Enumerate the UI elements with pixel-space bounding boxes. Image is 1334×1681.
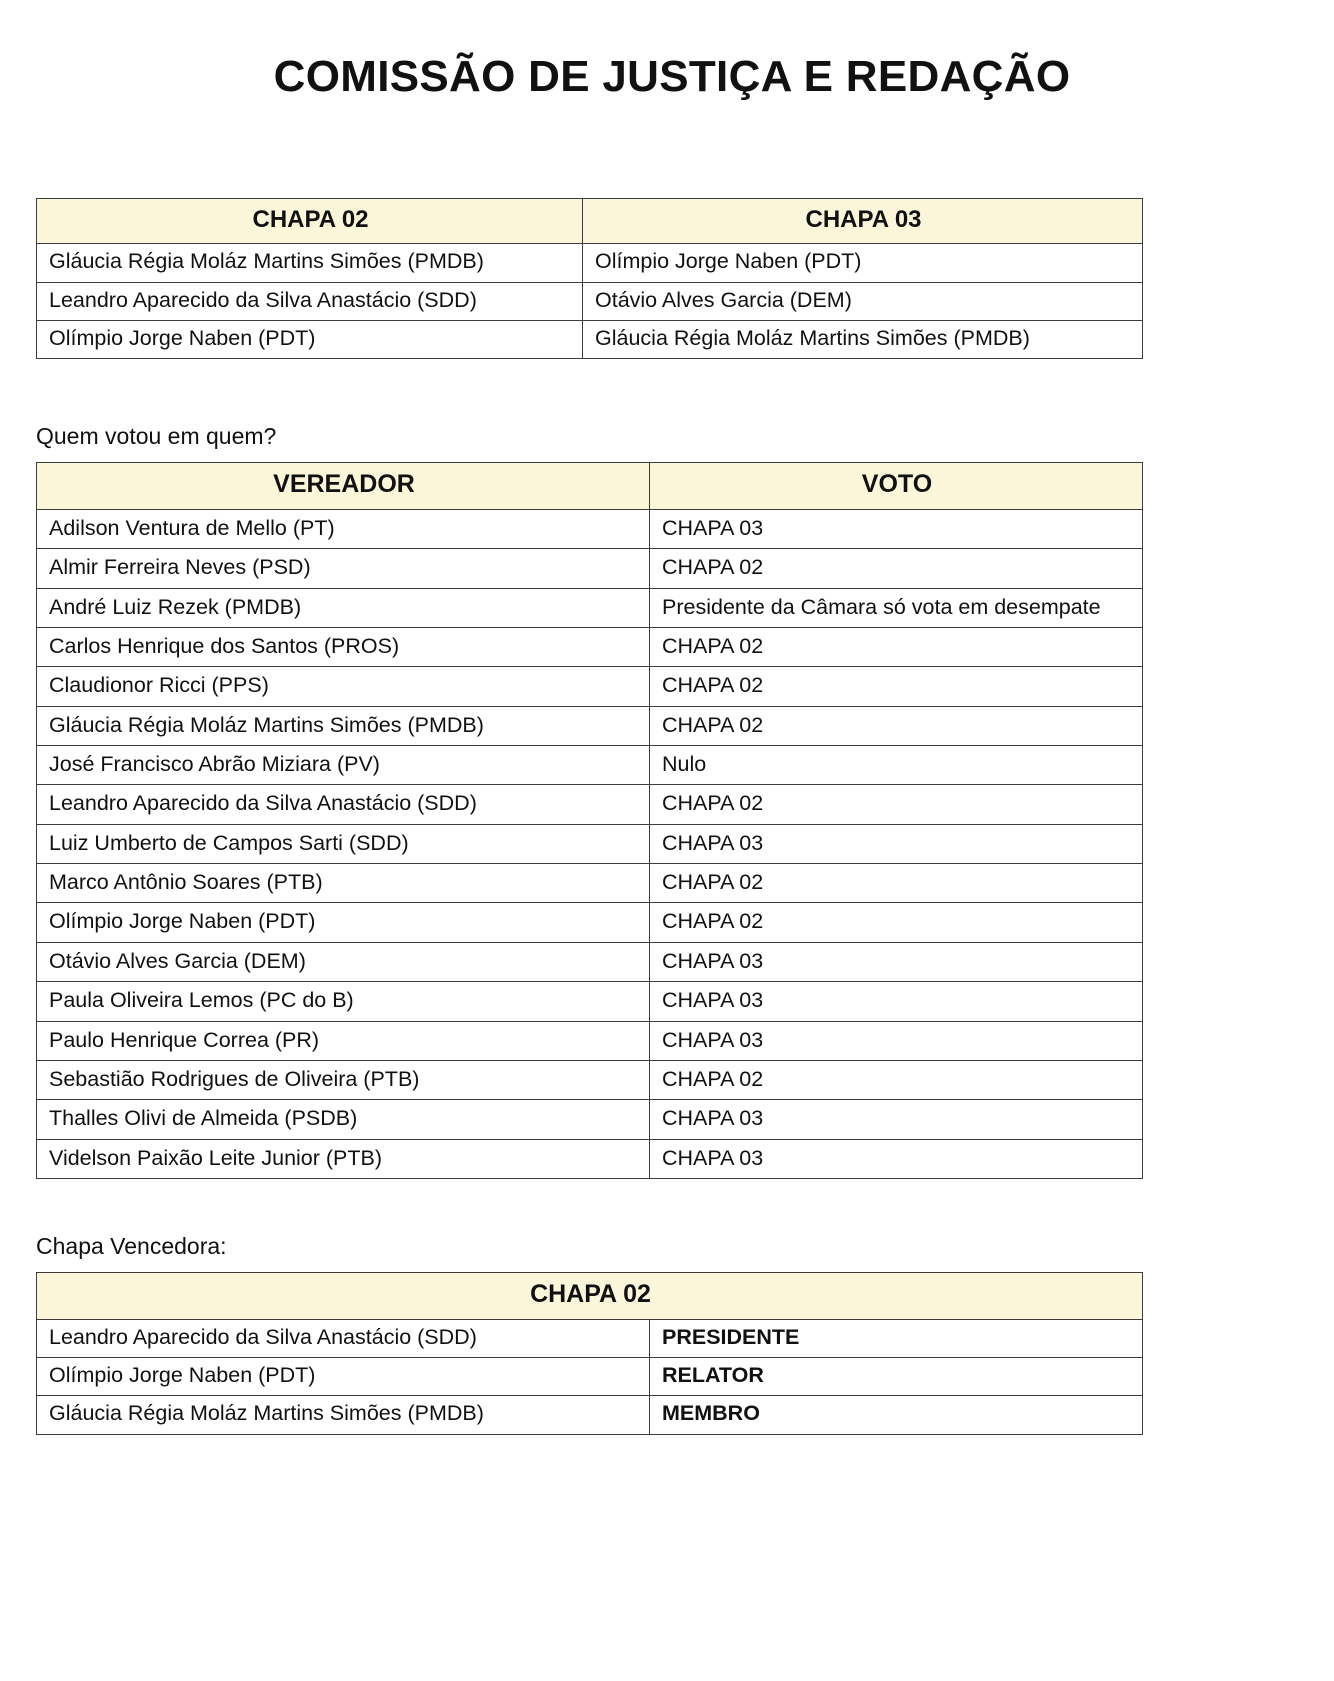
vereador-header: VEREADOR xyxy=(37,463,650,510)
page-title: COMISSÃO DE JUSTIÇA E REDAÇÃO xyxy=(273,52,1071,101)
vereador-name: Olímpio Jorge Naben (PDT) xyxy=(37,903,650,942)
table-row xyxy=(37,509,1143,548)
winner-member-name: Leandro Aparecido da Silva Anastácio (SDD) xyxy=(37,1319,650,1357)
vereador-vote: CHAPA 03 xyxy=(650,509,1143,548)
vereador-vote: CHAPA 03 xyxy=(650,824,1143,863)
vereador-name: Carlos Henrique dos Santos (PROS) xyxy=(37,627,650,666)
chapas-table xyxy=(36,198,1143,359)
chapa-03-member: Otávio Alves Garcia (DEM) xyxy=(583,282,1143,320)
vereador-name: Claudionor Ricci (PPS) xyxy=(37,667,650,706)
vereador-name: Paula Oliveira Lemos (PC do B) xyxy=(37,982,650,1021)
winner-chapa-header: CHAPA 02 xyxy=(37,1273,1143,1320)
winner-member-role: RELATOR xyxy=(650,1357,1143,1395)
chapa-02-member: Gláucia Régia Moláz Martins Simões (PMDB) xyxy=(37,244,583,282)
table-row xyxy=(37,244,1143,282)
winner-label: Chapa Vencedora: xyxy=(36,1233,227,1259)
table-row xyxy=(37,903,1143,942)
vereador-vote: CHAPA 03 xyxy=(650,1139,1143,1178)
winner-member-role: PRESIDENTE xyxy=(650,1319,1143,1357)
vereador-name: Gláucia Régia Moláz Martins Simões (PMDB) xyxy=(37,706,650,745)
vereador-vote: CHAPA 03 xyxy=(650,1100,1143,1139)
table-row xyxy=(37,1319,1143,1357)
vereador-name: Otávio Alves Garcia (DEM) xyxy=(37,942,650,981)
table-row xyxy=(37,785,1143,824)
table-row xyxy=(37,746,1143,785)
table-row xyxy=(37,1139,1143,1178)
question-label: Quem votou em quem? xyxy=(36,423,277,450)
chapa-02-header: CHAPA 02 xyxy=(37,199,583,244)
vereador-name: André Luiz Rezek (PMDB) xyxy=(37,588,650,627)
table-row xyxy=(37,1021,1143,1060)
table-row xyxy=(37,1357,1143,1395)
winner-member-role: MEMBRO xyxy=(650,1396,1143,1434)
chapa-03-member: Olímpio Jorge Naben (PDT) xyxy=(583,244,1143,282)
vereador-vote: CHAPA 02 xyxy=(650,549,1143,588)
vereador-name: Thalles Olivi de Almeida (PSDB) xyxy=(37,1100,650,1139)
vereador-vote: CHAPA 03 xyxy=(650,1021,1143,1060)
vereador-name: Luiz Umberto de Campos Sarti (SDD) xyxy=(37,824,650,863)
winner-table xyxy=(36,1272,1143,1435)
chapas-table-section xyxy=(36,198,1298,359)
table-header-row xyxy=(37,1273,1143,1320)
table-row xyxy=(37,549,1143,588)
winner-table-section xyxy=(36,1272,1298,1435)
vereador-vote: CHAPA 03 xyxy=(650,942,1143,981)
vereador-name: José Francisco Abrão Miziara (PV) xyxy=(37,746,650,785)
vereador-vote: CHAPA 02 xyxy=(650,903,1143,942)
page-bottom-margin xyxy=(36,1435,1298,1585)
table-row xyxy=(37,627,1143,666)
vereador-name: Sebastião Rodrigues de Oliveira (PTB) xyxy=(37,1060,650,1099)
table-header-row xyxy=(37,199,1143,244)
vereador-name: Leandro Aparecido da Silva Anastácio (SDD) xyxy=(37,785,650,824)
vereador-name: Paulo Henrique Correa (PR) xyxy=(37,1021,650,1060)
table-row xyxy=(37,1060,1143,1099)
table-header-row xyxy=(37,463,1143,510)
votes-table xyxy=(36,462,1143,1179)
voto-header: VOTO xyxy=(650,463,1143,510)
winner-member-name: Olímpio Jorge Naben (PDT) xyxy=(37,1357,650,1395)
table-row xyxy=(37,824,1143,863)
chapa-02-member: Olímpio Jorge Naben (PDT) xyxy=(37,321,583,359)
vereador-vote: Nulo xyxy=(650,746,1143,785)
table-row xyxy=(37,1100,1143,1139)
table-row xyxy=(37,1396,1143,1434)
vereador-vote: CHAPA 02 xyxy=(650,627,1143,666)
vereador-vote: CHAPA 03 xyxy=(650,982,1143,1021)
vereador-vote: CHAPA 02 xyxy=(650,667,1143,706)
table-row xyxy=(37,706,1143,745)
vereador-vote: Presidente da Câmara só vota em desempate xyxy=(650,588,1143,627)
table-row xyxy=(37,588,1143,627)
vereador-vote: CHAPA 02 xyxy=(650,1060,1143,1099)
votes-table-section xyxy=(36,462,1298,1179)
winner-member-name: Gláucia Régia Moláz Martins Simões (PMDB) xyxy=(37,1396,650,1434)
vereador-vote: CHAPA 02 xyxy=(650,706,1143,745)
table-row xyxy=(37,321,1143,359)
table-row xyxy=(37,864,1143,903)
chapa-03-header: CHAPA 03 xyxy=(583,199,1143,244)
table-row xyxy=(37,667,1143,706)
vereador-name: Videlson Paixão Leite Junior (PTB) xyxy=(37,1139,650,1178)
table-row xyxy=(37,282,1143,320)
vereador-vote: CHAPA 02 xyxy=(650,864,1143,903)
vereador-vote: CHAPA 02 xyxy=(650,785,1143,824)
table-row xyxy=(37,942,1143,981)
chapa-02-member: Leandro Aparecido da Silva Anastácio (SDD) xyxy=(37,282,583,320)
vereador-name: Adilson Ventura de Mello (PT) xyxy=(37,509,650,548)
chapa-03-member: Gláucia Régia Moláz Martins Simões (PMDB) xyxy=(583,321,1143,359)
table-row xyxy=(37,982,1143,1021)
vereador-name: Marco Antônio Soares (PTB) xyxy=(37,864,650,903)
vereador-name: Almir Ferreira Neves (PSD) xyxy=(37,549,650,588)
